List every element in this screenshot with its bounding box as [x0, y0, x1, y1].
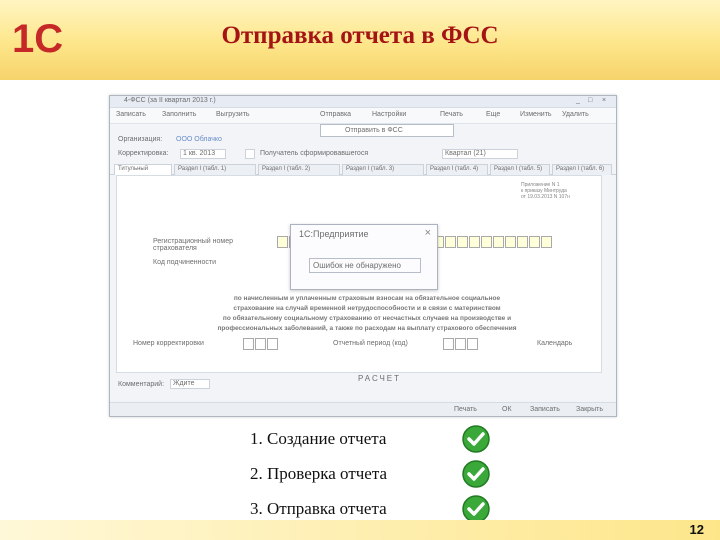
step-label: 1. Создание отчета: [250, 429, 387, 448]
checkbox-label: Получатель сформировавшегося: [260, 150, 369, 157]
svg-text:1С: 1С: [12, 17, 64, 58]
step-label: 2. Проверка отчета: [250, 464, 388, 483]
period-row-label: Отчетный период (код): [333, 340, 408, 347]
check-icon: [461, 424, 491, 454]
ok-button[interactable]: ОК: [502, 406, 512, 413]
form-text-line: профессиональных заболеваний, а также по расходам на выплату страхового обеспечения: [217, 325, 517, 332]
note-line: от 19.03.2013 N 107н: [521, 194, 570, 200]
toolbar-more[interactable]: Еще: [486, 111, 501, 118]
tab-section1-table6[interactable]: Раздел I (табл. 6): [552, 164, 612, 175]
toolbar-export[interactable]: Выгрузить: [216, 111, 250, 118]
step-item: [245, 459, 505, 489]
note-line: к приказу Минтруда: [521, 188, 567, 194]
toolbar-edit[interactable]: Изменить: [520, 111, 552, 118]
slide-header: [0, 0, 720, 80]
checkbox[interactable]: [245, 149, 255, 159]
tab-section1-table1[interactable]: Раздел I (табл. 1): [174, 164, 256, 175]
print-button[interactable]: Печать: [454, 406, 477, 413]
page-number: 12: [689, 522, 704, 537]
form-text-line: страхование на случай временной нетрудоспособности и в связи с материнством: [233, 305, 501, 312]
period-label: Корректировка:: [118, 150, 169, 157]
calendar-label[interactable]: Календарь: [537, 340, 573, 347]
reg-number-label: Регистрационный номер страхователя: [153, 238, 233, 252]
window-title: 4-ФСС (за II квартал 2013 г.): [124, 97, 216, 104]
window-titlebar: [110, 96, 616, 108]
tab-section1-table3[interactable]: Раздел I (табл. 3): [342, 164, 424, 175]
send-menu[interactable]: [320, 124, 454, 137]
subordination-code-label: Код подчиненности: [153, 259, 217, 266]
dialog-close-icon[interactable]: ×: [424, 227, 431, 239]
tab-title[interactable]: Титульный: [114, 164, 172, 175]
form-text-line: по обязательному социальному страхованию от несчастных случаев на производстве и: [222, 315, 512, 322]
toolbar-print[interactable]: Печать: [440, 111, 463, 118]
close-icon[interactable]: ×: [602, 97, 607, 104]
maximize-icon[interactable]: □: [588, 97, 593, 104]
tab-section1-table5[interactable]: Раздел I (табл. 5): [490, 164, 550, 175]
toolbar-save[interactable]: Записать: [116, 111, 146, 118]
step-item: [245, 424, 505, 454]
dialog-message: Ошибок не обнаружено: [313, 261, 401, 270]
comment-row: [110, 378, 616, 392]
correction-label: Номер корректировки: [133, 340, 204, 347]
comment-field[interactable]: Ждите: [170, 379, 210, 389]
comment-label: Комментарий:: [118, 381, 165, 388]
toolbar-settings[interactable]: Настройки: [372, 111, 407, 118]
tab-section1-table4[interactable]: Раздел I (табл. 4): [426, 164, 488, 175]
raschet-heading: РАСЧЕТ: [358, 374, 402, 383]
check-icon: [461, 459, 491, 489]
close-button[interactable]: Закрыть: [576, 406, 603, 413]
recipient-label: Организация:: [118, 136, 163, 143]
send-to-fss-menu-item[interactable]: Отправить в ФСС: [345, 127, 403, 134]
save-button[interactable]: Записать: [530, 406, 560, 413]
window-toolbar: [110, 108, 616, 124]
form-tabs: [110, 164, 616, 175]
toolbar-delete[interactable]: Удалить: [562, 111, 589, 118]
recipient-link[interactable]: ООО Облачко: [176, 136, 222, 143]
minimize-icon[interactable]: _: [576, 97, 580, 104]
tab-section1-table2[interactable]: Раздел I (табл. 2): [258, 164, 340, 175]
period-field[interactable]: 1 кв. 2013: [180, 149, 226, 159]
correction-cells[interactable]: [243, 338, 279, 350]
slide-title: Отправка отчета в ФСС: [221, 22, 499, 49]
app-window: [109, 95, 617, 417]
form-text-line: по начисленным и уплаченным страховым взносам на обязательное социальное: [233, 295, 501, 302]
period-code-field[interactable]: Квартал (21): [442, 149, 518, 159]
dialog-title: 1С:Предприятие: [299, 229, 369, 239]
message-dialog: [290, 224, 438, 290]
step-label: 3. Отправка отчета: [250, 499, 387, 518]
toolbar-send[interactable]: Отправка: [320, 111, 352, 118]
window-statusbar: [110, 402, 616, 416]
note-line: Приложение N 1: [521, 182, 560, 188]
period-cells[interactable]: [443, 338, 479, 350]
toolbar-fill[interactable]: Заполнить: [162, 111, 197, 118]
slide-footer: [0, 520, 720, 540]
